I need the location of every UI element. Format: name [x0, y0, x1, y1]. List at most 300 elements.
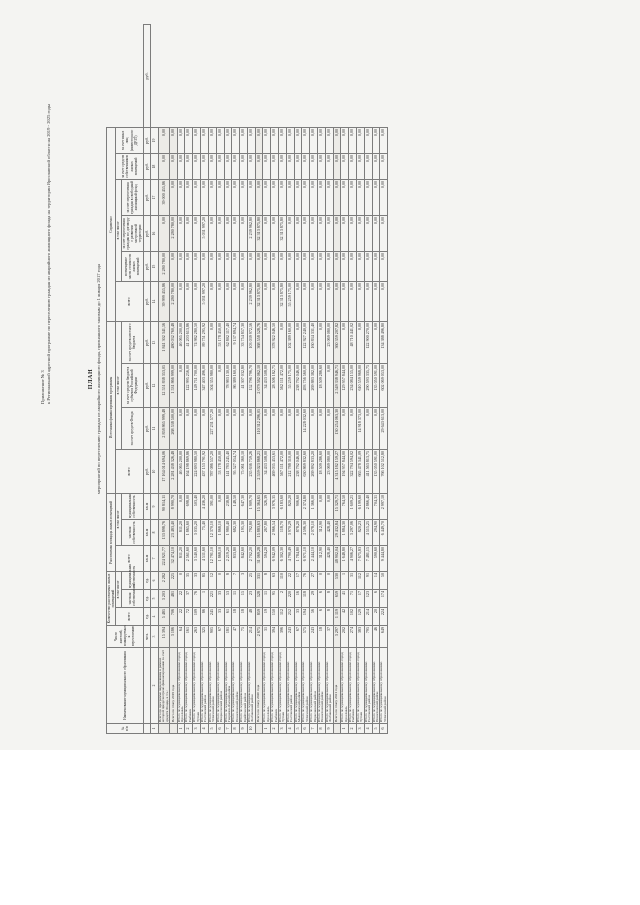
value-cell: 15 329,71 — [333, 493, 341, 519]
table-header-row-1 — [107, 25, 116, 734]
value-cell: 602 069 053,00 — [380, 363, 388, 407]
value-cell: 1 366,00 — [310, 493, 318, 519]
column-index-cell: 4 — [151, 608, 159, 626]
header-sources-incl: в том числе — [116, 321, 121, 449]
row-number: 10 — [247, 724, 255, 734]
value-cell: 704,31 — [372, 493, 380, 519]
value-cell: 2 997,10 — [380, 493, 388, 519]
value-cell: 235 636 759,26 — [247, 449, 255, 493]
value-cell: 0,00 — [216, 179, 224, 215]
value-cell: 53 — [224, 590, 232, 608]
value-cell: 5 031 997,20 — [201, 215, 209, 251]
value-cell: 6 199,60 — [356, 493, 364, 519]
row-number: 3 — [278, 724, 286, 734]
municipality-name: Итого по муниципальному образованию Мышкинский район — [294, 648, 302, 724]
value-cell: 214 — [247, 626, 255, 648]
row-number: 4 — [364, 724, 372, 734]
value-cell: 0,00 — [177, 251, 185, 281]
value-cell: 0,00 — [263, 407, 271, 449]
value-cell: 0,00 — [240, 251, 248, 281]
value-cell: 0,00 — [341, 321, 349, 363]
value-cell: 0,00 — [232, 153, 240, 179]
value-cell: 56 — [310, 608, 318, 626]
value-cell: 25 — [247, 571, 255, 589]
unit-cell: руб. — [143, 281, 151, 321]
unit-cell: руб. — [143, 321, 151, 363]
value-cell: 6 — [372, 590, 380, 608]
value-cell: 0,00 — [325, 179, 333, 215]
value-cell: 37 — [325, 626, 333, 648]
value-cell: 0,00 — [294, 179, 302, 215]
value-cell: 181 — [224, 626, 232, 648]
value-cell: 322 794 594,02 — [349, 449, 357, 493]
value-cell: 0,00 — [247, 127, 255, 153]
value-cell: 135 050 591,00 — [372, 363, 380, 407]
value-cell: 0,00 — [286, 179, 294, 215]
row-number: 6 — [380, 724, 388, 734]
value-cell: 0,00 — [349, 215, 357, 251]
header-municipality: Наименование муниципального образования — [107, 648, 144, 724]
value-cell: 0,00 — [294, 321, 302, 363]
municipality-name: Итого по муниципальному образованию Пошехонский район — [232, 648, 240, 724]
annex-text: к Региональной адресной программе по переселению граждан из аварийного жилищного фонда на территории Ярославской области на 2019 - 2025 годы — [46, 104, 52, 404]
value-cell: 122 995 256,00 — [185, 363, 193, 407]
value-cell: 0,00 — [247, 153, 255, 179]
value-cell: 0,00 — [216, 363, 224, 407]
subtotal-row — [255, 25, 263, 734]
table-row — [240, 25, 248, 734]
value-cell: 2 — [278, 590, 286, 608]
value-cell: 0,00 — [278, 153, 286, 179]
value-cell: 0,00 — [294, 215, 302, 251]
value-cell: 46 065 200,00 — [177, 321, 185, 363]
value-cell: 698,00 — [185, 493, 193, 519]
table-row — [341, 25, 349, 734]
value-cell: 647,30 — [240, 493, 248, 519]
value-cell: 123 — [364, 590, 372, 608]
value-cell: 31 — [263, 626, 271, 648]
value-cell: 15 — [240, 590, 248, 608]
row-number: 6 — [216, 724, 224, 734]
unit-cell: кв.м — [143, 493, 151, 519]
unit-cell-empty — [143, 648, 151, 724]
value-cell: 0,00 — [341, 407, 349, 449]
municipality-name: Итого по муниципальному образованию город Тутаев — [278, 648, 286, 724]
value-cell: 0,00 — [364, 215, 372, 251]
row-number: 5 — [208, 724, 216, 734]
value-cell: 78 983 130,00 — [224, 363, 232, 407]
value-cell: 1 884,30 — [341, 519, 349, 545]
document-subtitle: мероприятий по переселению граждан из аварийного жилищного фонда, признанного таковым до 1 января 2017 года — [96, 263, 101, 495]
value-cell: 0,00 — [278, 407, 286, 449]
value-cell: 706 — [170, 608, 178, 626]
value-cell: 15 883,63 — [255, 519, 263, 545]
value-cell: 227 231 577,20 — [208, 407, 216, 449]
value-cell: 0,00 — [294, 281, 302, 321]
value-cell: 396 — [278, 626, 286, 648]
header-area-total: всего — [116, 545, 143, 571]
table-row — [271, 25, 279, 734]
table-row — [372, 25, 380, 734]
value-cell: 47 — [232, 626, 240, 648]
value-cell: 659 — [333, 590, 341, 608]
value-cell: 23 069 080,00 — [325, 321, 333, 363]
value-cell: 0,00 — [372, 215, 380, 251]
table-row — [294, 25, 302, 734]
value-cell: 833,80 — [232, 545, 240, 571]
value-cell: 0,00 — [216, 215, 224, 251]
value-cell: 1 784,80 — [294, 545, 302, 571]
value-cell: 160 834 331,40 — [310, 321, 318, 363]
municipality-name: Всего по этапу 2019 года — [170, 648, 178, 724]
column-index-cell: 12 — [151, 363, 159, 407]
unit-cell: кв.м — [143, 519, 151, 545]
column-index-cell: 17 — [151, 179, 159, 215]
value-cell: 594,20 — [263, 545, 271, 571]
unit-cell: руб. — [143, 153, 151, 179]
value-cell: 76 — [302, 571, 310, 589]
value-cell: 129 957 844,00 — [341, 363, 349, 407]
value-cell: 33 — [193, 571, 201, 589]
value-cell: 0,00 — [271, 407, 279, 449]
value-cell: 41 — [341, 590, 349, 608]
value-cell: 95 527 054,74 — [232, 449, 240, 493]
value-cell: 19 — [263, 608, 271, 626]
value-cell: 811,20 — [177, 519, 185, 545]
municipality-name: Итого по муниципальному образованию Гаврилов-Ямский район — [224, 648, 232, 724]
value-cell: 102 389 160,00 — [286, 321, 294, 363]
value-cell: 12 551 838 353,05 — [158, 363, 169, 407]
value-cell: 2 079 582 062,10 — [255, 363, 263, 407]
value-cell: 0,00 — [177, 493, 185, 519]
value-cell: 4 511,60 — [201, 545, 209, 571]
value-cell: 0,00 — [177, 215, 185, 251]
municipality-name: Всего по этапу 2021 года — [333, 648, 341, 724]
value-cell: 0,00 — [240, 127, 248, 153]
value-cell: 0,00 — [240, 179, 248, 215]
value-cell: 122 927 240,00 — [302, 321, 310, 363]
value-cell: 15 364,65 — [255, 493, 263, 519]
header-rooms-group: Количество расселяемых жилых помещений — [107, 571, 116, 625]
value-cell: 71 — [349, 590, 357, 608]
value-cell: 29 — [310, 590, 318, 608]
header-area-municipal: муниципальная собственность — [121, 493, 143, 519]
value-cell: 1 609,21 — [349, 493, 357, 519]
table-row — [318, 25, 326, 734]
value-cell: 0,00 — [193, 251, 201, 281]
value-cell: 110 — [278, 571, 286, 589]
value-cell: 0,00 — [208, 251, 216, 281]
value-cell: 0,00 — [170, 251, 178, 281]
value-cell: 575 — [302, 626, 310, 648]
value-cell: 0,00 — [341, 281, 349, 321]
subtotal-row — [333, 25, 341, 734]
value-cell: 1 909,70 — [247, 493, 255, 519]
value-cell: 0,00 — [364, 407, 372, 449]
value-cell: 16 — [294, 590, 302, 608]
value-cell: 0,00 — [263, 281, 271, 321]
annex-number: Приложение № 3 — [40, 370, 45, 404]
value-cell: 0,00 — [302, 251, 310, 281]
table-body — [158, 25, 387, 734]
value-cell: 12 791,10 — [208, 545, 216, 571]
value-cell: 4 596,30 — [302, 519, 310, 545]
value-cell: 61 — [224, 608, 232, 626]
value-cell: 0,00 — [263, 179, 271, 215]
value-cell: 267,80 — [263, 519, 271, 545]
value-cell: 214 — [364, 608, 372, 626]
value-cell: 2 374,80 — [302, 493, 310, 519]
value-cell: 33 — [216, 590, 224, 608]
value-cell: 0,00 — [247, 251, 255, 281]
value-cell: 795 — [364, 626, 372, 648]
value-cell: 50 — [380, 571, 388, 589]
value-cell: 0,00 — [278, 179, 286, 215]
value-cell: 18 — [318, 626, 326, 648]
value-cell: 23 483,40 — [170, 519, 178, 545]
row-number: 9 — [240, 724, 248, 734]
value-cell: 0,00 — [224, 251, 232, 281]
value-cell: 8 — [325, 608, 333, 626]
value-cell: 391,00 — [208, 493, 216, 519]
value-cell: 6 971,10 — [302, 545, 310, 571]
value-cell: 20 — [372, 608, 380, 626]
value-cell: 18 509 286,60 — [318, 363, 326, 407]
value-cell: 0,00 — [224, 407, 232, 449]
value-cell: 0,00 — [372, 321, 380, 363]
value-cell: 1 865,60 — [185, 519, 193, 545]
value-cell: 0,00 — [318, 321, 326, 363]
value-cell: 0,00 — [302, 153, 310, 179]
value-cell: 0,00 — [216, 251, 224, 281]
value-cell: 202 — [341, 626, 349, 648]
value-cell: 294,90 — [372, 519, 380, 545]
value-cell: 2 966,54 — [271, 519, 279, 545]
value-cell: 0,00 — [325, 251, 333, 281]
value-cell: 8 — [263, 571, 271, 589]
value-cell: 0,00 — [349, 251, 357, 281]
value-cell: 238,80 — [224, 493, 232, 519]
row-number: 4 — [286, 724, 294, 734]
value-cell: 3 297,06 — [349, 519, 357, 545]
table-row — [325, 25, 333, 734]
value-cell: 787 086 557,20 — [208, 449, 216, 493]
table-row — [356, 25, 364, 734]
value-cell: 0,00 — [318, 179, 326, 215]
value-cell: 6 — [318, 608, 326, 626]
value-cell: 0,00 — [318, 251, 326, 281]
value-cell: 290 593 335,75 — [364, 363, 372, 407]
value-cell: 85 — [201, 571, 209, 589]
value-cell: 274 — [349, 626, 357, 648]
value-cell: 12 — [208, 571, 216, 589]
table-row — [364, 25, 372, 734]
value-cell: 6 302,30 — [278, 545, 286, 571]
value-cell: 89 751 295,92 — [201, 321, 209, 363]
value-cell: 268 538 500,00 — [170, 407, 178, 449]
value-cell: 590,60 — [372, 545, 380, 571]
value-cell: 90 814,11 — [158, 493, 169, 519]
value-cell: 2 280 780,00 — [170, 281, 178, 321]
value-cell: 22 — [177, 590, 185, 608]
value-cell: 0,00 — [356, 281, 364, 321]
value-cell: 39 000 455,86 — [158, 179, 169, 215]
value-cell: 4 436,20 — [201, 493, 209, 519]
value-cell: 0,00 — [356, 127, 364, 153]
row-number: 2 — [349, 724, 357, 734]
municipality-name: Итого по муниципальному образованию Угличский район — [208, 648, 216, 724]
value-cell: 34 433 508,00 — [263, 363, 271, 407]
value-cell: 0,00 — [302, 179, 310, 215]
value-cell: 238 792 046,00 — [294, 449, 302, 493]
value-cell: 0,00 — [286, 127, 294, 153]
value-cell: 32 474,10 — [170, 545, 178, 571]
value-cell: 4 315 182 159,27 — [333, 449, 341, 493]
value-cell: 0,00 — [294, 153, 302, 179]
value-cell: 224 — [380, 608, 388, 626]
value-cell: 2 282 — [158, 571, 169, 589]
value-cell: 0,00 — [310, 215, 318, 251]
value-cell: 4 790,49 — [286, 545, 294, 571]
value-cell: 141 783 245,40 — [224, 449, 232, 493]
value-cell: 0,00 — [185, 281, 193, 321]
value-cell: 0,00 — [294, 127, 302, 153]
header-sources-group: Источники финансирования программы — [107, 321, 116, 493]
value-cell: 109 — [193, 608, 201, 626]
value-cell: 7 675,83 — [356, 545, 364, 571]
value-cell: 766 102 512,80 — [380, 449, 388, 493]
value-cell: 0,00 — [177, 281, 185, 321]
value-cell: 1 980,40 — [224, 519, 232, 545]
table-row — [310, 25, 318, 734]
value-cell: 0,00 — [356, 179, 364, 215]
value-cell: 0,00 — [333, 215, 341, 251]
value-cell: 76 — [193, 590, 201, 608]
value-cell: 0,00 — [177, 127, 185, 153]
header-area-private: частная собственность — [121, 519, 143, 545]
value-cell: 0,00 — [310, 127, 318, 153]
value-cell: 0,00 — [216, 281, 224, 321]
header-number: № п/п — [107, 724, 144, 734]
value-cell: 0,00 — [271, 281, 279, 321]
value-cell: 0,00 — [208, 215, 216, 251]
value-cell: 0,00 — [356, 251, 364, 281]
value-cell: 0,00 — [170, 127, 178, 153]
value-cell: 7 481,15 — [364, 545, 372, 571]
value-cell: 67 — [294, 626, 302, 648]
unit-cell: руб. — [143, 449, 151, 493]
value-cell: 0,00 — [372, 179, 380, 215]
value-cell: 6 449,70 — [380, 519, 388, 545]
value-cell: 0,00 — [170, 153, 178, 179]
value-cell: 31 069,28 — [255, 545, 263, 571]
column-index-cell: 18 — [151, 153, 159, 179]
value-cell: 0,00 — [333, 153, 341, 179]
value-cell: 86 389 160,00 — [232, 363, 240, 407]
value-cell: 0,00 — [325, 363, 333, 407]
value-cell: 610 559 968,00 — [356, 363, 364, 407]
value-cell: 23 — [247, 590, 255, 608]
value-cell: 0,00 — [286, 251, 294, 281]
row-number: 4 — [201, 724, 209, 734]
value-cell: 22 — [286, 571, 294, 589]
value-cell: 0,00 — [318, 153, 326, 179]
value-cell: 110 312 296,05 — [255, 407, 263, 449]
value-cell: 149 711 700,00 — [193, 363, 201, 407]
municipality-name: Итого по муниципальному образованию город Тутаев — [193, 648, 201, 724]
value-cell: 263 — [193, 626, 201, 648]
value-cell: 2 219,20 — [224, 545, 232, 571]
value-cell: 0,00 — [318, 127, 326, 153]
value-cell: 0,00 — [201, 407, 209, 449]
value-cell: 6 — [318, 590, 326, 608]
value-cell: 37 — [185, 590, 193, 608]
value-cell: 0,00 — [341, 215, 349, 251]
header-ref-owners: за счет средств собственников жилых помещений — [116, 153, 143, 179]
value-cell: 174 — [380, 590, 388, 608]
value-cell: 14 918 373,00 — [356, 407, 364, 449]
value-cell: 503,40 — [193, 493, 201, 519]
column-index-cell: 14 — [151, 281, 159, 321]
value-cell: 64 — [177, 626, 185, 648]
value-cell: 428,40 — [325, 545, 333, 571]
value-cell: 0,00 — [364, 281, 372, 321]
municipality-name: Итого по муниципальному образованию город Ярославль — [177, 648, 185, 724]
value-cell: 0,00 — [364, 127, 372, 153]
value-cell: 17 — [356, 590, 364, 608]
municipality-name: Итого по муниципальному образованию Любимский район — [325, 648, 333, 724]
value-cell: 0,00 — [364, 251, 372, 281]
municipality-name: Итого по муниципальному образованию город Ярославль — [263, 648, 271, 724]
value-cell: 17 164 014 694,06 — [158, 449, 169, 493]
value-cell: 0,00 — [271, 153, 279, 179]
column-index-cell: 10 — [151, 449, 159, 493]
header-fund: за счет средств Фонда — [121, 407, 143, 449]
value-cell: 0,00 — [193, 407, 201, 449]
column-index-cell: 1 — [151, 724, 159, 734]
column-index-cell: 6 — [151, 571, 159, 589]
header-area-group: Расселяемая площадь жилых помещений — [107, 493, 116, 571]
value-cell: 3 203 — [158, 590, 169, 608]
value-cell: 859 — [255, 608, 263, 626]
value-cell: 2 866,40 — [364, 493, 372, 519]
value-cell: 1 — [341, 571, 349, 589]
value-cell: 164 198 869,86 — [185, 449, 193, 493]
value-cell: 29 432,84 — [333, 519, 341, 545]
value-cell: 48 902,04 — [333, 545, 341, 571]
value-cell: 0,00 — [302, 281, 310, 321]
value-cell: 0,00 — [216, 493, 224, 519]
value-cell: 86 — [201, 608, 209, 626]
unit-cell: чел. — [143, 626, 151, 648]
value-cell: 394 — [271, 626, 279, 648]
value-cell: 103 039 972,56 — [247, 321, 255, 363]
subtotal-row — [170, 25, 178, 734]
value-cell: 0,00 — [325, 493, 333, 519]
value-cell: 437 153 791,92 — [201, 449, 209, 493]
value-cell: 0,00 — [349, 407, 357, 449]
value-cell: 91 — [364, 571, 372, 589]
value-cell: 5 031 997,20 — [201, 281, 209, 321]
table-row — [185, 25, 193, 734]
value-cell: 0,00 — [310, 179, 318, 215]
municipality-name: Итого по муниципальному образованию Любимский район — [247, 648, 255, 724]
header-regional: за счет средств бюджета субъекта Российской Федерации — [121, 363, 143, 407]
value-cell: 11 — [232, 590, 240, 608]
value-cell: 5 485 — [158, 608, 169, 626]
value-cell: 0,00 — [224, 179, 232, 215]
units-row — [143, 25, 151, 734]
